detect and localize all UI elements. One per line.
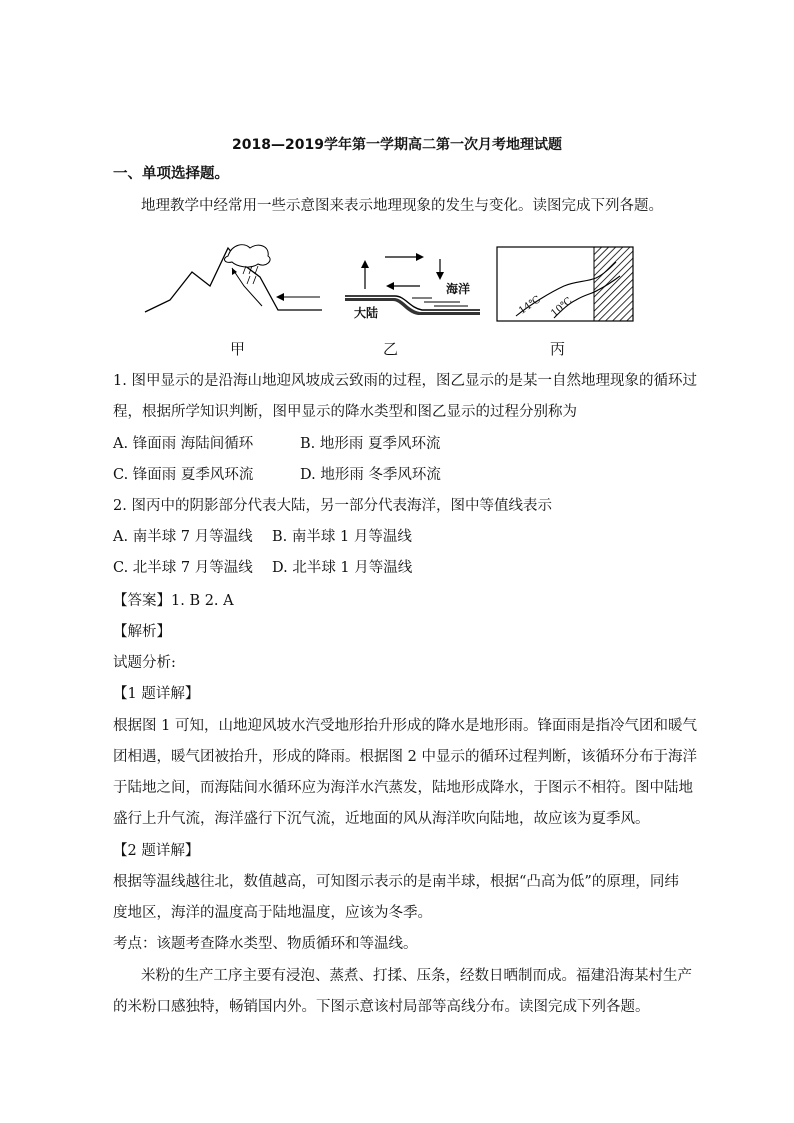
section-heading: 一、单项选择题。 — [113, 166, 229, 182]
intro-paragraph: 地理教学中经常用一些示意图来表示地理现象的发生与变化。读图完成下列各题。 — [141, 198, 663, 214]
q1-stem-line1: 1. 图甲显示的是沿海山地迎风坡成云致雨的过程，图乙显示的是某一自然地理现象的循环过 — [113, 373, 697, 389]
figure-bing-isotherms — [496, 246, 636, 324]
figure-group — [140, 242, 660, 362]
detail-1-line: 团相遇，暖气团被抬升，形成的降雨。根据图 2 中显示的循环过程判断，该循环分布于海洋 — [113, 749, 697, 765]
q2-option-c: C. 北半球 7 月等温线 — [113, 560, 253, 576]
figure-label-yi: 乙 — [383, 340, 399, 358]
q1-option-a: A. 锋面雨 海陆间循环 — [113, 436, 254, 452]
detail-2-heading: 【2 题详解】 — [113, 843, 200, 859]
answer-line: 【答案】1. B 2. A — [113, 593, 234, 609]
q1-option-d: D. 地形雨 冬季风环流 — [300, 467, 441, 483]
detail-1-line: 根据图 1 可知，山地迎风坡水汽受地形抬升形成的降水是地形雨。锋面雨是指冷气团和暖气 — [113, 718, 697, 734]
figure-jia-mountain — [140, 242, 330, 322]
detail-2-line: 根据等温线越往北，数值越高，可知图示表示的是南半球，根据“凸高为低”的原理，同纬 — [113, 874, 679, 890]
next-passage-line: 的米粉口感独特，畅销国内外。下图示意该村局部等高线分布。读图完成下列各题。 — [113, 999, 650, 1015]
analysis-heading: 【解析】 — [113, 624, 171, 640]
kaodian-line: 考点：该题考查降水类型、物质循环和等温线。 — [113, 936, 418, 952]
next-passage-line: 米粉的生产工序主要有浸泡、蒸煮、打揉、压条，经数日晒制而成。福建沿海某村生产 — [141, 968, 692, 984]
q1-option-c: C. 锋面雨 夏季风环流 — [113, 467, 254, 483]
figure-label-jia: 甲 — [230, 340, 246, 358]
figure-bing-isotherm-10: 10℃ — [549, 295, 575, 320]
q1-stem-line2: 程，根据所学知识判断，图甲显示的降水类型和图乙显示的过程分别称为 — [113, 404, 577, 420]
detail-1-heading: 【1 题详解】 — [113, 686, 200, 702]
detail-1-line: 于陆地之间，而海陆间水循环应为海洋水汽蒸发，陆地形成降水，于图示不相符。图中陆地 — [113, 780, 693, 796]
q2-option-b: B. 南半球 1 月等温线 — [272, 529, 412, 545]
detail-2-line: 度地区，海洋的温度高于陆地温度，应该为冬季。 — [113, 905, 432, 921]
q2-option-d: D. 北半球 1 月等温线 — [272, 560, 413, 576]
q2-stem: 2. 图丙中的阴影部分代表大陆，另一部分代表海洋，图中等值线表示 — [113, 498, 552, 514]
analysis-subheading: 试题分析: — [113, 655, 176, 671]
figure-bing-isotherm-14: 14℃ — [517, 294, 543, 317]
figure-label-bing: 丙 — [550, 340, 566, 358]
page-title: 2018—2019学年第一学期高二第一次月考地理试题 — [232, 137, 562, 153]
q2-option-a: A. 南半球 7 月等温线 — [113, 529, 253, 545]
figure-yi-ocean-label: 海洋 — [446, 282, 471, 296]
figure-yi-land-label: 大陆 — [354, 306, 379, 320]
q1-option-b: B. 地形雨 夏季风环流 — [300, 436, 441, 452]
detail-1-line: 盛行上升气流，海洋盛行下沉气流，近地面的风从海洋吹向陆地，故应该为夏季风。 — [113, 811, 650, 827]
